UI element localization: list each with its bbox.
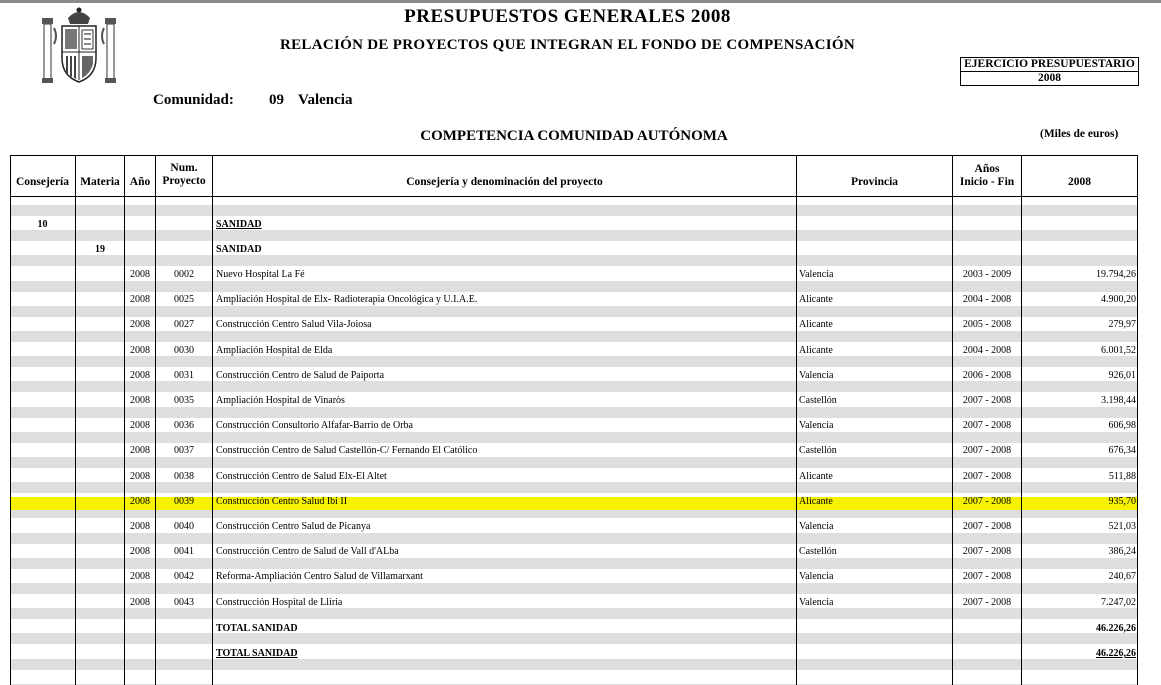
page-title: PRESUPUESTOS GENERALES 2008 <box>404 6 731 27</box>
year-cell: 2008 <box>130 445 150 456</box>
projects-table <box>10 155 1138 685</box>
table-row <box>10 293 1138 307</box>
year-cell: 2008 <box>130 370 150 381</box>
row-band <box>10 331 1138 342</box>
row-band <box>10 407 1138 418</box>
col-header-anos <box>953 163 1021 189</box>
province-cell: Alicante <box>799 496 833 507</box>
col-header-num-line1: Num. <box>170 162 198 174</box>
project-name-cell: Construcción Centro Salud de Picanya <box>216 521 371 532</box>
table-header-border <box>10 196 1138 197</box>
col-header-materia: Materia <box>80 176 120 188</box>
project-name-cell: Reforma-Ampliación Centro Salud de Villamarxant <box>216 571 423 582</box>
col-header-anos-line2: Inicio - Fin <box>959 176 1015 188</box>
province-cell: Castellón <box>799 445 837 456</box>
province-cell: Castellón <box>799 395 837 406</box>
comunidad-label: Comunidad: <box>153 92 234 108</box>
project-number-cell: 0027 <box>174 319 194 330</box>
province-cell: Valencia <box>799 521 834 532</box>
province-cell: Castellón <box>799 546 837 557</box>
table-row <box>10 470 1138 484</box>
amount-cell: 4.900,20 <box>1101 294 1136 305</box>
year-cell: 2008 <box>130 345 150 356</box>
years-cell: 2005 - 2008 <box>962 319 1012 330</box>
project-number-cell: 0037 <box>174 445 194 456</box>
col-header-consejeria: Consejería <box>15 176 69 188</box>
project-name-cell: Construcción Hospital de Llíria <box>216 597 343 608</box>
year-cell: 2008 <box>130 395 150 406</box>
row-band <box>10 306 1138 317</box>
table-row <box>10 520 1138 534</box>
top-rule <box>0 0 1161 3</box>
project-name-cell: Ampliación Hospital de Vinaròs <box>216 395 345 406</box>
province-cell: Valencia <box>799 571 834 582</box>
province-cell: Valencia <box>799 597 834 608</box>
province-cell: Alicante <box>799 319 833 330</box>
col-header-num <box>156 162 212 188</box>
years-cell: 2007 - 2008 <box>962 395 1012 406</box>
years-cell: 2007 - 2008 <box>962 471 1012 482</box>
ejercicio-box <box>960 57 1139 86</box>
section-title: COMPETENCIA COMUNIDAD AUTÓNOMA <box>420 128 728 144</box>
project-number-cell: 0043 <box>174 597 194 608</box>
table-row <box>10 419 1138 433</box>
year-cell: 2008 <box>130 319 150 330</box>
row-band <box>10 558 1138 569</box>
ejercicio-year: 2008 <box>1038 72 1061 84</box>
ejercicio-label: EJERCICIO PRESUPUESTARIO <box>961 58 1138 72</box>
province-cell: Valencia <box>799 420 834 431</box>
project-name-cell: Construcción Centro Salud Ibi II <box>216 496 348 507</box>
table-top-border <box>10 155 1138 156</box>
col-header-amount: 2008 <box>1068 176 1091 188</box>
project-number-cell: 0039 <box>174 496 194 507</box>
amount-cell: 19.794,26 <box>1096 269 1136 280</box>
table-row <box>10 344 1138 358</box>
year-cell: 2008 <box>130 571 150 582</box>
total-amount: 46.226,26 <box>1096 623 1136 634</box>
total-label: TOTAL SANIDAD <box>216 648 298 659</box>
year-cell: 2008 <box>130 521 150 532</box>
row-band <box>10 583 1138 594</box>
year-cell: 2008 <box>130 269 150 280</box>
units-note: (Miles de euros) <box>1040 128 1119 140</box>
table-row <box>10 596 1138 610</box>
year-cell: 2008 <box>130 546 150 557</box>
province-cell: Valencia <box>799 269 834 280</box>
years-cell: 2004 - 2008 <box>962 345 1012 356</box>
years-cell: 2007 - 2008 <box>962 420 1012 431</box>
row-band <box>10 432 1138 443</box>
project-number-cell: 0038 <box>174 471 194 482</box>
row-band <box>10 533 1138 544</box>
total-label: TOTAL SANIDAD <box>216 623 298 634</box>
amount-cell: 926,01 <box>1108 370 1136 381</box>
project-number-cell: 0035 <box>174 395 194 406</box>
year-cell: 2008 <box>130 420 150 431</box>
table-row <box>10 268 1138 282</box>
project-number-cell: 0041 <box>174 546 194 557</box>
year-cell: 2008 <box>130 471 150 482</box>
year-cell: 2008 <box>130 294 150 305</box>
province-cell: Valencia <box>799 370 834 381</box>
table-row <box>10 444 1138 458</box>
amount-cell: 386,24 <box>1108 546 1136 557</box>
table-row <box>10 495 1138 509</box>
project-name-cell: Ampliación Hospital de Elda <box>216 345 333 356</box>
year-cell: 2008 <box>130 597 150 608</box>
province-cell: Alicante <box>799 345 833 356</box>
materia-code: 19 <box>95 244 105 255</box>
consejeria-name: SANIDAD <box>216 219 262 230</box>
col-header-anos-line1: Años <box>974 163 1000 175</box>
project-name-cell: Construcción Centro Salud Vila-Joiosa <box>216 319 372 330</box>
amount-cell: 7.247,02 <box>1101 597 1136 608</box>
comunidad-code: 09 <box>269 92 284 108</box>
years-cell: 2007 - 2008 <box>962 445 1012 456</box>
years-cell: 2007 - 2008 <box>962 597 1012 608</box>
years-cell: 2007 - 2008 <box>962 496 1012 507</box>
amount-cell: 935,70 <box>1108 496 1136 507</box>
total-row <box>10 647 1138 661</box>
table-row <box>10 570 1138 584</box>
amount-cell: 6.001,52 <box>1101 345 1136 356</box>
years-cell: 2003 - 2009 <box>962 269 1012 280</box>
consejeria-code: 10 <box>37 219 48 230</box>
project-number-cell: 0002 <box>174 269 194 280</box>
amount-cell: 521,03 <box>1108 521 1136 532</box>
province-cell: Alicante <box>799 294 833 305</box>
years-cell: 2007 - 2008 <box>962 521 1012 532</box>
col-header-descripcion: Consejería y denominación del proyecto <box>406 176 603 188</box>
row-band <box>10 457 1138 468</box>
project-number-cell: 0036 <box>174 420 194 431</box>
amount-cell: 606,98 <box>1108 420 1136 431</box>
col-header-ano: Año <box>129 176 151 188</box>
project-name-cell: Construcción Centro de Salud Castellón-C/ Fernando El Católico <box>216 445 478 456</box>
amount-cell: 511,88 <box>1108 471 1136 482</box>
total-amount: 46.226,26 <box>1096 648 1136 659</box>
row-band <box>10 205 1138 216</box>
consejeria-group-row <box>10 218 1138 232</box>
year-cell: 2008 <box>130 496 150 507</box>
row-band <box>10 281 1138 292</box>
province-cell: Alicante <box>799 471 833 482</box>
project-name-cell: Ampliación Hospital de Elx- Radioterapia Oncológica y U.I.A.E. <box>216 294 478 305</box>
project-name-cell: Construcción Consultorio Alfafar-Barrio de Orba <box>216 420 413 431</box>
comunidad-name: Valencia <box>298 92 353 108</box>
table-row <box>10 545 1138 559</box>
project-number-cell: 0040 <box>174 521 194 532</box>
project-name-cell: Construcción Centro de Salud de Vall d'ALba <box>216 546 399 557</box>
table-row <box>10 369 1138 383</box>
project-name-cell: Construcción Centro de Salud Elx-El Altet <box>216 471 387 482</box>
project-name-cell: Nuevo Hospital La Fé <box>216 269 305 280</box>
col-header-provincia: Provincia <box>850 176 899 188</box>
years-cell: 2007 - 2008 <box>962 546 1012 557</box>
years-cell: 2004 - 2008 <box>962 294 1012 305</box>
materia-name: SANIDAD <box>216 244 262 255</box>
col-header-num-line2: Proyecto <box>162 175 206 187</box>
project-name-cell: Construcción Centro de Salud de Paiporta <box>216 370 385 381</box>
project-number-cell: 0042 <box>174 571 194 582</box>
total-row <box>10 622 1138 636</box>
materia-group-row <box>10 243 1138 257</box>
amount-cell: 279,97 <box>1108 319 1136 330</box>
years-cell: 2007 - 2008 <box>962 571 1012 582</box>
amount-cell: 3.198,44 <box>1101 395 1136 406</box>
project-number-cell: 0030 <box>174 345 194 356</box>
amount-cell: 676,34 <box>1108 445 1136 456</box>
page-subtitle: RELACIÓN DE PROYECTOS QUE INTEGRAN EL FONDO DE COMPENSACIÓN <box>280 37 855 53</box>
project-number-cell: 0031 <box>174 370 194 381</box>
amount-cell: 240,67 <box>1108 571 1136 582</box>
table-row <box>10 318 1138 332</box>
years-cell: 2006 - 2008 <box>962 370 1012 381</box>
table-row <box>10 394 1138 408</box>
project-number-cell: 0025 <box>174 294 194 305</box>
